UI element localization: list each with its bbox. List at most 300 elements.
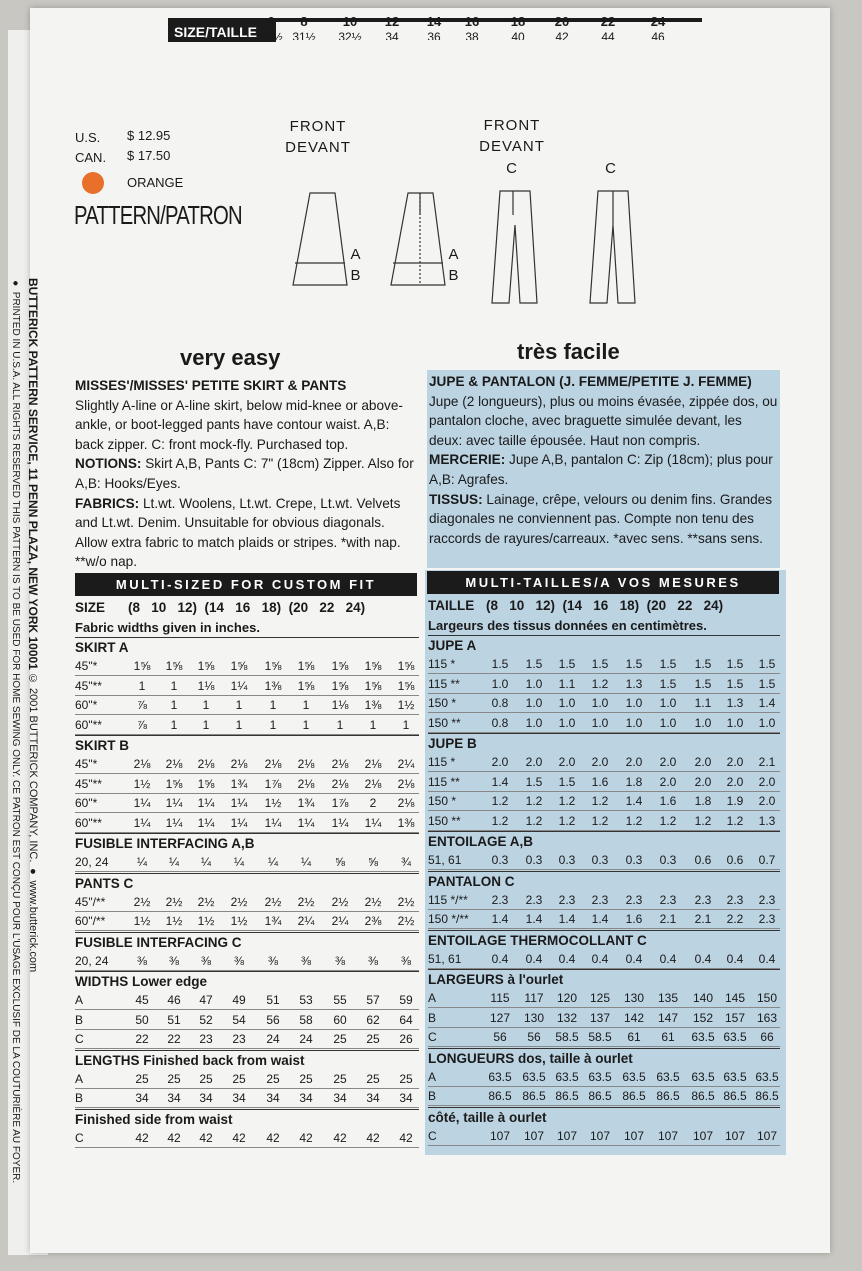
table-cell: 1.9 bbox=[726, 794, 744, 808]
row-label: 51, 61 bbox=[428, 951, 462, 966]
table-cell: 42 bbox=[135, 1130, 149, 1145]
table-cell: 25 bbox=[333, 1032, 347, 1046]
table-cell: 0.4 bbox=[659, 951, 677, 966]
table-cell: 1⅝ bbox=[364, 659, 382, 673]
table-cell: 25 bbox=[399, 1071, 413, 1086]
table-cell: 2.3 bbox=[625, 892, 643, 907]
table-cell: 46 bbox=[167, 993, 181, 1007]
publisher-line bbox=[22, 278, 40, 1238]
color-name: ORANGE bbox=[127, 175, 184, 190]
table-cell: ⅜ bbox=[267, 953, 278, 968]
table-cell: 1.5 bbox=[558, 774, 576, 789]
table-cell: 63.5 bbox=[755, 1069, 779, 1084]
table-cell: 1.0 bbox=[659, 696, 677, 710]
row-label: 60"* bbox=[75, 796, 98, 810]
table-cell: 1.0 bbox=[591, 696, 609, 710]
table-cell: 34 bbox=[232, 1091, 246, 1105]
table-cell: 2⅛ bbox=[397, 776, 415, 791]
table-cell: 86.5 bbox=[755, 1089, 779, 1103]
table-cell: 1⅜ bbox=[397, 815, 415, 830]
table-cell: 22 bbox=[167, 1032, 181, 1046]
table-cell: 163 bbox=[756, 1010, 778, 1025]
row-label: 150 ** bbox=[428, 715, 461, 730]
table-cell: 107 bbox=[589, 1128, 611, 1143]
table-cell: 42 bbox=[266, 1130, 280, 1145]
table-cell: 23 bbox=[232, 1032, 246, 1046]
table-cell: ¾ bbox=[400, 855, 411, 869]
section-divider bbox=[428, 635, 780, 636]
table-cell: 2.3 bbox=[591, 892, 609, 907]
table-cell: 51 bbox=[266, 993, 280, 1007]
table-cell: 1⅞ bbox=[264, 776, 282, 791]
row-label: A bbox=[75, 993, 84, 1007]
table-cell: 120 bbox=[556, 991, 578, 1005]
table-cell: 1.0 bbox=[758, 715, 776, 730]
table-cell: ⅜ bbox=[334, 953, 345, 968]
row-label: 60"* bbox=[75, 698, 98, 712]
size-measure: 36 bbox=[427, 30, 441, 40]
table-cell: 1¼ bbox=[197, 796, 215, 810]
table-cell: 63.5 bbox=[588, 1069, 612, 1084]
view-c-label-2: C bbox=[605, 160, 617, 177]
table-cell: 130 bbox=[523, 1010, 545, 1025]
table-cell: 1.2 bbox=[491, 794, 509, 808]
section-title: SKIRT A bbox=[75, 640, 129, 655]
table-cell: 1 bbox=[170, 717, 178, 732]
table-cell: 2.0 bbox=[659, 755, 677, 769]
table-cell: 2.3 bbox=[491, 892, 509, 907]
front-label: FRONT bbox=[289, 118, 347, 135]
table-cell: 1⅝ bbox=[364, 678, 382, 693]
table-cell: 1.5 bbox=[625, 657, 643, 671]
table-cell: 132 bbox=[556, 1010, 578, 1025]
table-cell: ⅝ bbox=[334, 855, 345, 869]
table-cell: 1.0 bbox=[659, 715, 677, 730]
size-number: 10 bbox=[342, 14, 358, 29]
table-cell: 107 bbox=[692, 1128, 714, 1143]
notions-en bbox=[75, 454, 418, 493]
table-cell: 2.0 bbox=[558, 755, 576, 769]
fabrics-en-kw: FABRICS: bbox=[75, 495, 140, 511]
table-cell: 1.4 bbox=[491, 774, 509, 789]
table-cell: 1⅝ bbox=[297, 678, 315, 693]
table-cell: 47 bbox=[199, 993, 213, 1007]
table-cell: 107 bbox=[657, 1128, 679, 1143]
table-cell: 25 bbox=[299, 1071, 313, 1086]
table-cell: 2¼ bbox=[331, 914, 349, 928]
table-cell: 1.2 bbox=[659, 813, 677, 828]
table-cell: 86.5 bbox=[488, 1089, 512, 1103]
table-cell: 147 bbox=[657, 1010, 679, 1025]
table-cell: 64 bbox=[399, 1012, 413, 1027]
table-cell: 1.5 bbox=[694, 676, 712, 691]
table-cell: 1.5 bbox=[659, 657, 677, 671]
section-divider bbox=[428, 733, 780, 734]
table-cell: 49 bbox=[232, 993, 246, 1007]
row-label: 115 ** bbox=[428, 676, 460, 691]
size-number: 20 bbox=[554, 14, 570, 29]
table-cell: ¼ bbox=[168, 855, 179, 869]
size-measure: 46 bbox=[651, 30, 665, 40]
table-cell: 1.8 bbox=[625, 774, 643, 789]
table-cell: 1⅝ bbox=[331, 678, 349, 693]
size-measure: 30½ bbox=[259, 30, 283, 40]
table-cell: 25 bbox=[135, 1071, 149, 1086]
table-cell: 1¾ bbox=[264, 914, 282, 928]
description-fr bbox=[427, 370, 780, 568]
table-cell: 1 bbox=[269, 717, 277, 732]
section-title: LENGTHS Finished back from waist bbox=[75, 1052, 305, 1068]
table-cell: 127 bbox=[489, 1010, 511, 1025]
desc-en: Slightly A-line or A-line skirt, below mid-knee or above-ankle, or boot-legged pants have contour waist. A,B: back zipper. C: front mock-fly. Purchased top. bbox=[75, 397, 403, 452]
table-cell: 152 bbox=[692, 1010, 714, 1025]
table-cell: 2.0 bbox=[591, 755, 609, 769]
row-label: 115 * bbox=[428, 755, 456, 769]
table-cell: 1.8 bbox=[694, 794, 712, 808]
table-cell: 42 bbox=[167, 1130, 181, 1145]
table-cell: 42 bbox=[333, 1130, 347, 1145]
skirt-back-sketch bbox=[391, 193, 445, 285]
table-cell: ⅜ bbox=[400, 953, 411, 968]
section-title: FUSIBLE INTERFACING C bbox=[75, 934, 242, 950]
table-cell: 1.2 bbox=[525, 813, 543, 828]
table-cell: 1.4 bbox=[525, 912, 543, 926]
size-bar bbox=[168, 2, 702, 42]
table-cell: 1⅝ bbox=[297, 659, 315, 673]
row-label: 150 * bbox=[428, 696, 457, 710]
table-cell: 1⅛ bbox=[331, 698, 349, 712]
table-cell: 107 bbox=[556, 1128, 578, 1143]
size-label: SIZE bbox=[75, 600, 106, 615]
front-label-2: FRONT bbox=[483, 117, 541, 134]
table-cell: 1.5 bbox=[758, 676, 776, 691]
table-cell: 2⅛ bbox=[331, 757, 349, 771]
table-cell: 2½ bbox=[397, 914, 415, 928]
table-cell: 1½ bbox=[197, 914, 215, 928]
table-cell: 1.4 bbox=[491, 912, 509, 926]
table-cell: 2½ bbox=[133, 894, 151, 909]
table-cell: 34 bbox=[135, 1091, 149, 1105]
table-cell: 2⅛ bbox=[264, 757, 282, 771]
view-a-label-2: A bbox=[448, 246, 460, 263]
table-cell: 63.5 bbox=[656, 1069, 680, 1084]
section-title: ENTOILAGE THERMOCOLLANT C bbox=[428, 932, 647, 948]
table-cell: ⅜ bbox=[367, 953, 378, 968]
size-measure: 42 bbox=[555, 30, 569, 40]
table-cell: 25 bbox=[366, 1032, 380, 1046]
size-groups: (8 10 12) (14 16 18) (20 22 24) bbox=[486, 598, 724, 613]
size-number: 12 bbox=[384, 14, 400, 29]
table-cell: 1¼ bbox=[165, 815, 183, 830]
table-cell: 34 bbox=[299, 1091, 313, 1105]
row-label: 45"/** bbox=[75, 894, 106, 909]
table-cell: 0.4 bbox=[491, 951, 509, 966]
row-label: 51, 61 bbox=[428, 853, 462, 867]
table-cell: 1¼ bbox=[230, 815, 248, 830]
size-number: 8 bbox=[300, 14, 308, 29]
table-cell: 1.0 bbox=[525, 696, 543, 710]
table-cell: 1.6 bbox=[625, 912, 643, 926]
fabrics-en-text: Lt.wt. Woolens, Lt.wt. Crepe, Lt.wt. Velvets and Lt.wt. Denim. Unsuitable for obvious diagonals. Allow extra fabric to match plaids or stripes. *with nap. **w/o nap. bbox=[75, 495, 401, 570]
table-cell: 50 bbox=[135, 1012, 149, 1027]
table-cell: 1.1 bbox=[694, 696, 712, 710]
table-cell: 1.0 bbox=[726, 715, 744, 730]
table-cell: 1.2 bbox=[726, 813, 744, 828]
table-cell: 1¼ bbox=[264, 815, 282, 830]
table-cell: 25 bbox=[366, 1071, 380, 1086]
row-label: C bbox=[428, 1030, 437, 1044]
table-cell: 130 bbox=[623, 991, 645, 1005]
table-cell: ⅜ bbox=[200, 953, 211, 968]
row-label: 150 */** bbox=[428, 912, 469, 926]
row-label: C bbox=[75, 1032, 84, 1046]
table-cell: 2⅛ bbox=[165, 757, 183, 771]
table-cell: 1.0 bbox=[525, 676, 543, 691]
table-cell: 107 bbox=[523, 1128, 545, 1143]
table-cell: 42 bbox=[399, 1130, 413, 1145]
row-label: 20, 24 bbox=[75, 953, 109, 968]
table-cell: ¼ bbox=[200, 855, 211, 869]
row-label: 45"* bbox=[75, 757, 98, 771]
table-cell: 2.0 bbox=[726, 774, 744, 789]
size-number: 14 bbox=[426, 14, 442, 29]
table-cell: 1.0 bbox=[491, 676, 509, 691]
table-cell: 25 bbox=[199, 1071, 213, 1086]
publisher-address: BUTTERICK PATTERN SERVICE, 11 PENN PLAZA, NEW YORK 10001 bbox=[26, 278, 40, 670]
devant-label: DEVANT bbox=[285, 139, 351, 156]
table-cell: 107 bbox=[756, 1128, 778, 1143]
table-cell: 140 bbox=[692, 991, 714, 1005]
table-cell: ¼ bbox=[300, 855, 311, 869]
table-cell: 0.3 bbox=[491, 853, 509, 867]
table-cell: 0.3 bbox=[659, 853, 677, 867]
table-cell: 2⅛ bbox=[331, 776, 349, 791]
table-cell: 1.0 bbox=[525, 715, 543, 730]
table-cell: 2½ bbox=[331, 894, 349, 909]
row-label: 45"* bbox=[75, 659, 98, 673]
desc-fr: Jupe (2 longueurs), plus ou moins évasée, zippée dos, ou pantalon cloche, avec braguette simulée devant, les deux: avec taille épousée. Haut non compris. bbox=[429, 393, 778, 448]
table-cell: 1.0 bbox=[558, 715, 576, 730]
table-cell: 55 bbox=[333, 993, 347, 1007]
table-cell: 2⅛ bbox=[197, 757, 215, 771]
table-note: Largeurs des tissus données en centimètres. bbox=[428, 618, 707, 633]
table-cell: 0.3 bbox=[558, 853, 576, 867]
table-cell: 0.7 bbox=[758, 853, 776, 867]
notions-fr-text: Jupe A,B, pantalon C: Zip (18cm); plus pour A,B: Agrafes. bbox=[429, 452, 773, 487]
table-cell: 1⅜ bbox=[264, 678, 282, 693]
table-cell: 1.0 bbox=[625, 715, 643, 730]
table-cell: 1.4 bbox=[625, 794, 643, 808]
table-cell: 145 bbox=[724, 991, 746, 1005]
table-cell: 2⅛ bbox=[364, 776, 382, 791]
table-cell: 86.5 bbox=[723, 1089, 747, 1103]
table-cell: 63.5 bbox=[522, 1069, 546, 1084]
table-cell: 1.4 bbox=[558, 912, 576, 926]
table-cell: ¼ bbox=[233, 855, 244, 869]
size-measure: 31½ bbox=[292, 30, 316, 40]
table-cell: 1.0 bbox=[694, 715, 712, 730]
section-title: SKIRT B bbox=[75, 738, 129, 753]
table-cell: 1.5 bbox=[694, 657, 712, 671]
table-cell: 51 bbox=[167, 1012, 181, 1027]
table-note: Fabric widths given in inches. bbox=[75, 620, 260, 635]
table-cell: 0.3 bbox=[591, 853, 609, 867]
table-cell: 1 bbox=[235, 717, 243, 732]
size-measure: 34 bbox=[385, 30, 399, 40]
price-can-value: $ 17.50 bbox=[127, 148, 171, 163]
table-cell: 25 bbox=[266, 1071, 280, 1086]
table-cell: 137 bbox=[589, 1010, 611, 1025]
table-cell: 2 bbox=[369, 796, 377, 810]
table-cell: 1⅝ bbox=[230, 659, 248, 673]
table-cell: 86.5 bbox=[691, 1089, 715, 1103]
table-cell: 2½ bbox=[230, 894, 248, 909]
color-dot-icon bbox=[82, 172, 104, 194]
row-label: 150 ** bbox=[428, 813, 461, 828]
table-cell: 56 bbox=[527, 1030, 541, 1044]
table-cell: 1.5 bbox=[491, 657, 509, 671]
table-cell: 1.5 bbox=[591, 657, 609, 671]
table-cell: 22 bbox=[135, 1032, 149, 1046]
table-cell: 1½ bbox=[397, 698, 415, 712]
table-cell: 1⅛ bbox=[197, 678, 215, 693]
table-cell: 63.5 bbox=[691, 1030, 715, 1044]
row-label: A bbox=[428, 1069, 437, 1084]
size-measure: 38 bbox=[465, 30, 479, 40]
table-cell: 24 bbox=[266, 1032, 280, 1046]
size-label: TAILLE bbox=[428, 598, 475, 613]
table-cell: 1¼ bbox=[133, 815, 151, 830]
table-cell: 0.3 bbox=[525, 853, 543, 867]
table-cell: 1.6 bbox=[659, 794, 677, 808]
fabrics-fr bbox=[429, 490, 778, 549]
table-cell: 2.0 bbox=[758, 774, 776, 789]
table-cell: 142 bbox=[623, 1010, 645, 1025]
table-cell: 63.5 bbox=[723, 1069, 747, 1084]
table-cell: 2⅛ bbox=[297, 757, 315, 771]
table-cell: 86.5 bbox=[622, 1089, 646, 1103]
table-cell: 1.5 bbox=[525, 774, 543, 789]
fabrics-fr-kw: TISSUS: bbox=[429, 491, 483, 507]
table-cell: 42 bbox=[199, 1130, 213, 1145]
table-cell: 0.8 bbox=[491, 696, 509, 710]
size-number: 22 bbox=[600, 14, 616, 29]
row-label: 115 */** bbox=[428, 892, 468, 907]
table-cell: 45 bbox=[135, 993, 149, 1007]
table-cell: 1.2 bbox=[625, 813, 643, 828]
table-cell: 1.4 bbox=[758, 696, 776, 710]
table-cell: 0.4 bbox=[758, 951, 776, 966]
pattern-label: PATTERN/PATRON bbox=[74, 200, 242, 230]
table-cell: 2.0 bbox=[525, 755, 543, 769]
table-cell: 135 bbox=[657, 991, 679, 1005]
table-cell: 2⅛ bbox=[297, 776, 315, 791]
table-cell: 1⅝ bbox=[397, 659, 415, 673]
view-b-label-2: B bbox=[448, 267, 460, 284]
view-a-label: A bbox=[350, 246, 362, 263]
table-en bbox=[75, 598, 419, 1158]
section-title: PANTS C bbox=[75, 875, 134, 891]
table-cell: 1 bbox=[235, 698, 243, 712]
table-cell: 1.5 bbox=[525, 657, 543, 671]
table-cell: 2.3 bbox=[726, 892, 744, 907]
garment-sketches bbox=[285, 185, 645, 310]
table-cell: 52 bbox=[199, 1012, 213, 1027]
table-cell: 1¼ bbox=[133, 796, 151, 810]
table-cell: 56 bbox=[266, 1012, 280, 1027]
table-cell: 2.2 bbox=[726, 912, 744, 926]
row-label: 45"** bbox=[75, 678, 102, 693]
title-fr: JUPE & PANTALON (J. FEMME/PETITE J. FEMME) bbox=[429, 374, 752, 389]
table-cell: 1½ bbox=[230, 914, 248, 928]
table-cell: 0.4 bbox=[726, 951, 744, 966]
size-number: 16 bbox=[464, 14, 480, 29]
table-cell: 2.3 bbox=[558, 892, 576, 907]
table-cell: 1⅝ bbox=[165, 659, 183, 673]
pants-back-sketch bbox=[590, 191, 635, 303]
table-cell: ⅜ bbox=[300, 953, 311, 968]
table-cell: 61 bbox=[661, 1030, 675, 1044]
table-cell: 1⅜ bbox=[364, 698, 382, 712]
table-cell: ⅞ bbox=[136, 698, 147, 712]
table-cell: 42 bbox=[299, 1130, 313, 1145]
table-cell: 0.6 bbox=[694, 853, 712, 867]
section-title: ENTOILAGE A,B bbox=[428, 834, 534, 849]
rights-line: ● PRINTED IN U.S.A. ALL RIGHTS RESERVED THIS PATTERN IS TO BE USED FOR HOME SEWING ONLY. CE PATRON EST CONÇU POUR L'USAGE EXCLUSIF DE LA COUTURIÈRE AU FOYER. bbox=[10, 278, 21, 1184]
fabrics-fr-text: Lainage, crêpe, velours ou denim fins. Grandes diagonales ne conviennent pas. Compte non tenu des raccords de rayures/carreaux. *avec sens. **sans sens. bbox=[429, 491, 773, 546]
table-cell: 1.2 bbox=[558, 813, 576, 828]
notions-en-kw: NOTIONS: bbox=[75, 456, 142, 472]
table-cell: 1 bbox=[202, 717, 210, 732]
table-cell: 1.3 bbox=[758, 813, 776, 828]
table-cell: 1¾ bbox=[230, 776, 248, 791]
table-cell: 1.0 bbox=[625, 696, 643, 710]
table-cell: 1½ bbox=[165, 914, 183, 928]
table-cell: 42 bbox=[366, 1130, 380, 1145]
section-title: FUSIBLE INTERFACING A,B bbox=[75, 836, 255, 851]
table-cell: 1.2 bbox=[491, 813, 509, 828]
row-label: 60"** bbox=[75, 717, 102, 732]
table-cell: 25 bbox=[333, 1071, 347, 1086]
table-cell: 1 bbox=[336, 717, 344, 732]
table-cell: 2.0 bbox=[625, 755, 643, 769]
view-b-label: B bbox=[350, 267, 362, 284]
table-cell: ¼ bbox=[267, 855, 278, 869]
table-cell: 1.0 bbox=[591, 715, 609, 730]
table-cell: 2⅜ bbox=[364, 914, 382, 928]
table-cell: 54 bbox=[232, 1012, 246, 1027]
table-cell: 1¼ bbox=[230, 796, 248, 810]
table-fr bbox=[428, 596, 780, 1156]
row-label: B bbox=[75, 1012, 84, 1027]
row-label: 150 * bbox=[428, 794, 457, 808]
table-cell: 1.6 bbox=[591, 774, 609, 789]
table-cell: 2½ bbox=[297, 894, 315, 909]
table-cell: 1 bbox=[269, 698, 277, 712]
table-cell: 58.5 bbox=[555, 1030, 579, 1044]
table-cell: 1 bbox=[302, 698, 310, 712]
table-cell: 2.1 bbox=[758, 755, 776, 769]
table-fr-header: MULTI-TAILLES/A VOS MESURES bbox=[427, 571, 779, 594]
table-cell: 2¼ bbox=[397, 757, 415, 771]
table-cell: 115 bbox=[490, 991, 510, 1005]
table-cell: 1½ bbox=[133, 914, 151, 928]
table-cell: ⅜ bbox=[168, 953, 179, 968]
table-cell: 1.5 bbox=[726, 657, 744, 671]
row-label: 115 ** bbox=[428, 774, 460, 789]
size-measure: 44 bbox=[601, 30, 615, 40]
table-cell: 0.6 bbox=[726, 853, 744, 867]
